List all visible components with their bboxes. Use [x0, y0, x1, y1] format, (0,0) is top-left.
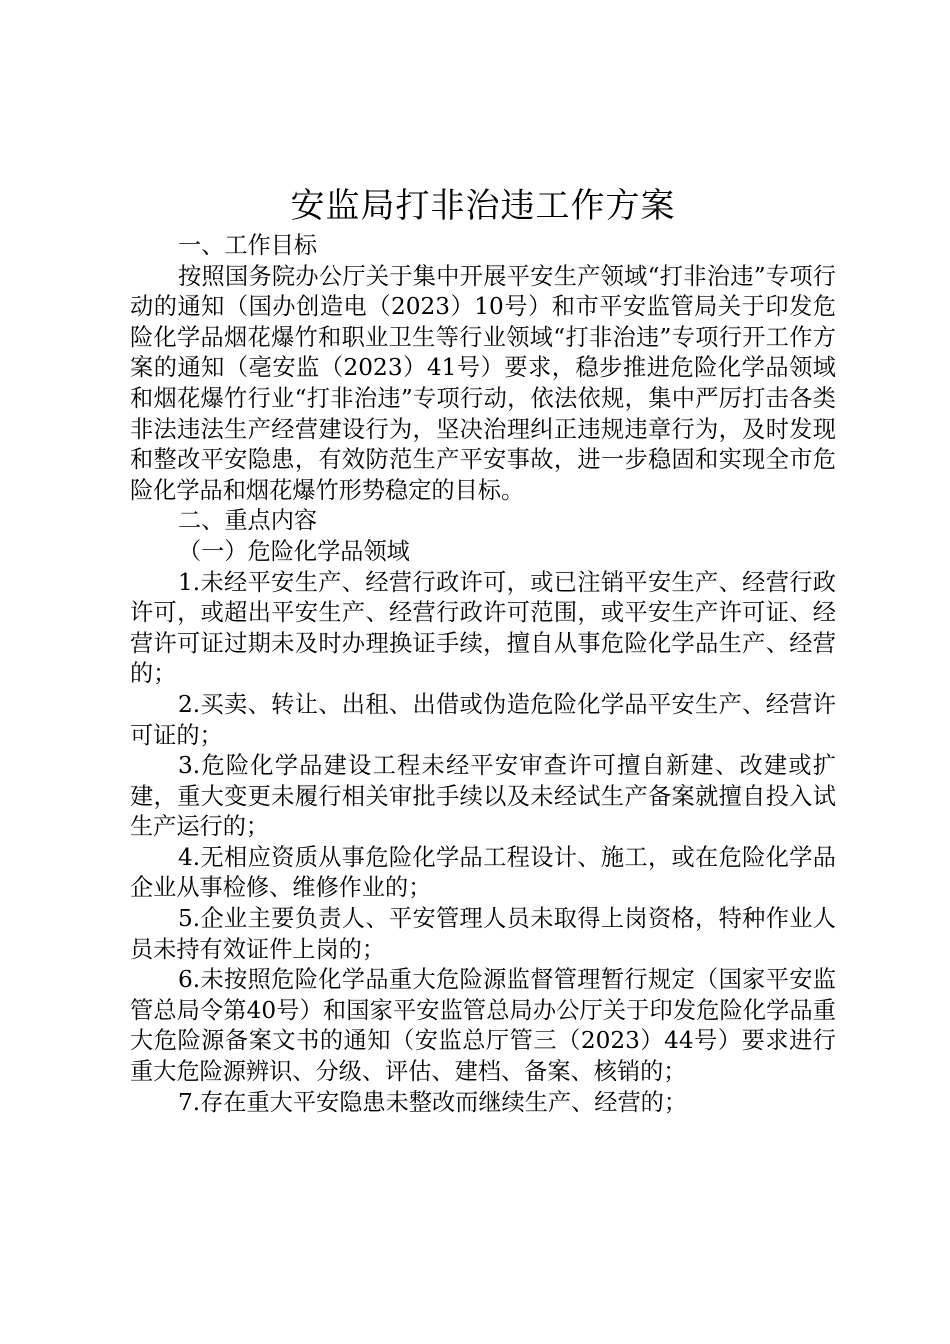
list-item-6: 6.未按照危险化学品重大危险源监督管理暂行规定（国家平安监管总局令第40号）和国家平安监管总局办公厅关于印发危险化学品重大危险源备案文书的通知（安监总厅管三（2023）44号）要求进行重大危险源辨识、分级、评估、建档、备案、核销的；	[130, 966, 836, 1086]
list-item-5: 5.企业主要负责人、平安管理人员未取得上岗资格，特种作业人员未持有效证件上岗的；	[130, 905, 836, 963]
section-heading-key-content: 二、重点内容	[178, 507, 318, 535]
list-item-2: 2.买卖、转让、出租、出借或伪造危险化学品平安生产、经营许可证的；	[130, 690, 836, 749]
list-item-3: 3.危险化学品建设工程未经平安审查许可擅自新建、改建或扩建，重大变更未履行相关审批手续以及未经试生产备案就擅自投入试生产运行的；	[130, 752, 836, 841]
section-heading-goal: 一、工作目标	[178, 232, 318, 259]
document-title: 安监局打非治违工作方案	[290, 186, 676, 226]
list-item-1: 1.未经平安生产、经营行政许可，或已注销平安生产、经营行政许可，或超出平安生产、经营行政许可范围，或平安生产许可证、经营许可证过期未及时办理换证手续，擅自从事危险化学品生产、经营的；	[130, 568, 836, 688]
paragraph-goal-body: 按照国务院办公厅关于集中开展平安生产领域“打非治违”专项行动的通知（国办创造电（2023）10号）和市平安监管局关于印发危险化学品烟花爆竹和职业卫生等行业领域“打非治违”专项行开工作方案的通知（亳安监（2023）41号）要求，稳步推进危险化学品领域和烟花爆竹行业“打非治违”专项行动，依法依规，集中严厉打击各类非法违法生产经营建设行为，坚决治理纠正违规违章行为，及时发现和整改平安隐患，有效防范生产平安事故，进一步稳固和实现全市危险化学品和烟花爆竹形势稳定的目标。	[130, 262, 836, 504]
document-page	[130, 183, 836, 1118]
subsection-heading-hazardous-chemicals: （一）危险化学品领域	[178, 537, 410, 565]
list-item-7: 7.存在重大平安隐患未整改而继续生产、经营的；	[178, 1088, 688, 1116]
list-item-4: 4.无相应资质从事危险化学品工程设计、施工，或在危险化学品企业从事检修、维修作业的；	[130, 843, 836, 902]
